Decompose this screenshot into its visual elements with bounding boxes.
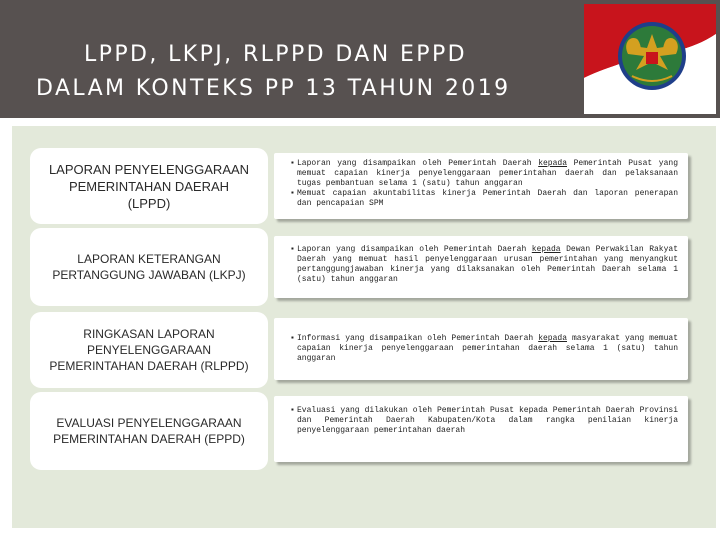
slide-title-line-2: DALAM KONTEKS PP 13 TAHUN 2019 <box>36 76 511 101</box>
row-lppd <box>12 148 716 224</box>
label-line: LAPORAN PENYELENGGARAAN <box>48 161 250 177</box>
row-lkpj <box>12 228 716 306</box>
description-box-lppd <box>274 153 688 219</box>
slide-title <box>36 38 596 106</box>
label-line: PEMERINTAHAN DAERAH (RLPPD) <box>49 359 249 373</box>
description-bullet: ▪ Memuat capaian akuntabilitas kinerja Pemerintah Daerah dan laporan penerapan dan pencapaian SPM <box>290 189 678 209</box>
description-box-rlppd <box>274 318 688 380</box>
row-rlppd <box>12 312 716 388</box>
label-line: PEMERINTAHAN DAERAH <box>68 178 230 194</box>
description-bullet: ▪ Laporan yang disampaikan oleh Pemerintah Daerah kepada Pemerintah Pusat yang memuat capaian kinerja penyelenggaraan pemerintahan daerah dan pelaksanaan tugas pembantuan selama 1 (satu) tahun anggaran <box>290 159 678 189</box>
description-box-lkpj <box>274 236 688 298</box>
row-eppd <box>12 392 716 470</box>
label-line: RINGKASAN LAPORAN <box>83 327 215 341</box>
label-line: LAPORAN KETERANGAN <box>77 252 221 266</box>
label-box-lppd <box>30 148 268 224</box>
label-line: PENYELENGGARAAN <box>86 343 212 357</box>
description-bullet: ▪ Informasi yang disampaikan oleh Pemerintah Daerah kepada masyarakat yang memuat capaian kinerja penyelenggaraan pemerintahan daerah selama 1 (satu) tahun anggaran <box>290 334 678 364</box>
header-bar <box>0 0 720 118</box>
emphasis-word: kepada <box>538 334 567 343</box>
label-line: EVALUASI PENYELENGGARAAN <box>56 416 242 430</box>
slide-title-line-1: LPPD, LKPJ, RLPPD DAN EPPD <box>84 42 467 67</box>
description-bullet: ▪ Evaluasi yang dilakukan oleh Pemerintah Pusat kepada Pemerintah Daerah Provinsi dan Pemerintah Daerah Kabupaten/Kota dalam rangka penilaian kinerja penyelenggaraan pemerintahan daerah <box>290 406 678 436</box>
emphasis-word: kepada <box>531 245 561 254</box>
garuda-emblem-icon <box>584 4 716 114</box>
label-box-lkpj <box>30 228 268 306</box>
label-line: (LPPD) <box>127 195 171 211</box>
description-box-eppd <box>274 396 688 462</box>
label-line: PEMERINTAHAN DAERAH (EPPD) <box>53 432 245 446</box>
flag-and-emblem-graphic <box>584 4 716 114</box>
label-line: PERTANGGUNG JAWABAN (LKPJ) <box>52 268 246 282</box>
emphasis-word: kepada <box>538 159 567 168</box>
description-bullet: ▪ Laporan yang disampaikan oleh Pemerintah Daerah kepada Dewan Perwakilan Rakyat Daerah yang memuat hasil penyelenggaraan urusan pemerintahan yang menyangkut pertanggungjawaban kinerja yang dilaksanakan oleh Pemerintah Daerah selama 1 (satu) tahun anggaran <box>290 245 678 285</box>
label-box-rlppd <box>30 312 268 388</box>
content-panel <box>12 126 716 528</box>
label-box-eppd <box>30 392 268 470</box>
